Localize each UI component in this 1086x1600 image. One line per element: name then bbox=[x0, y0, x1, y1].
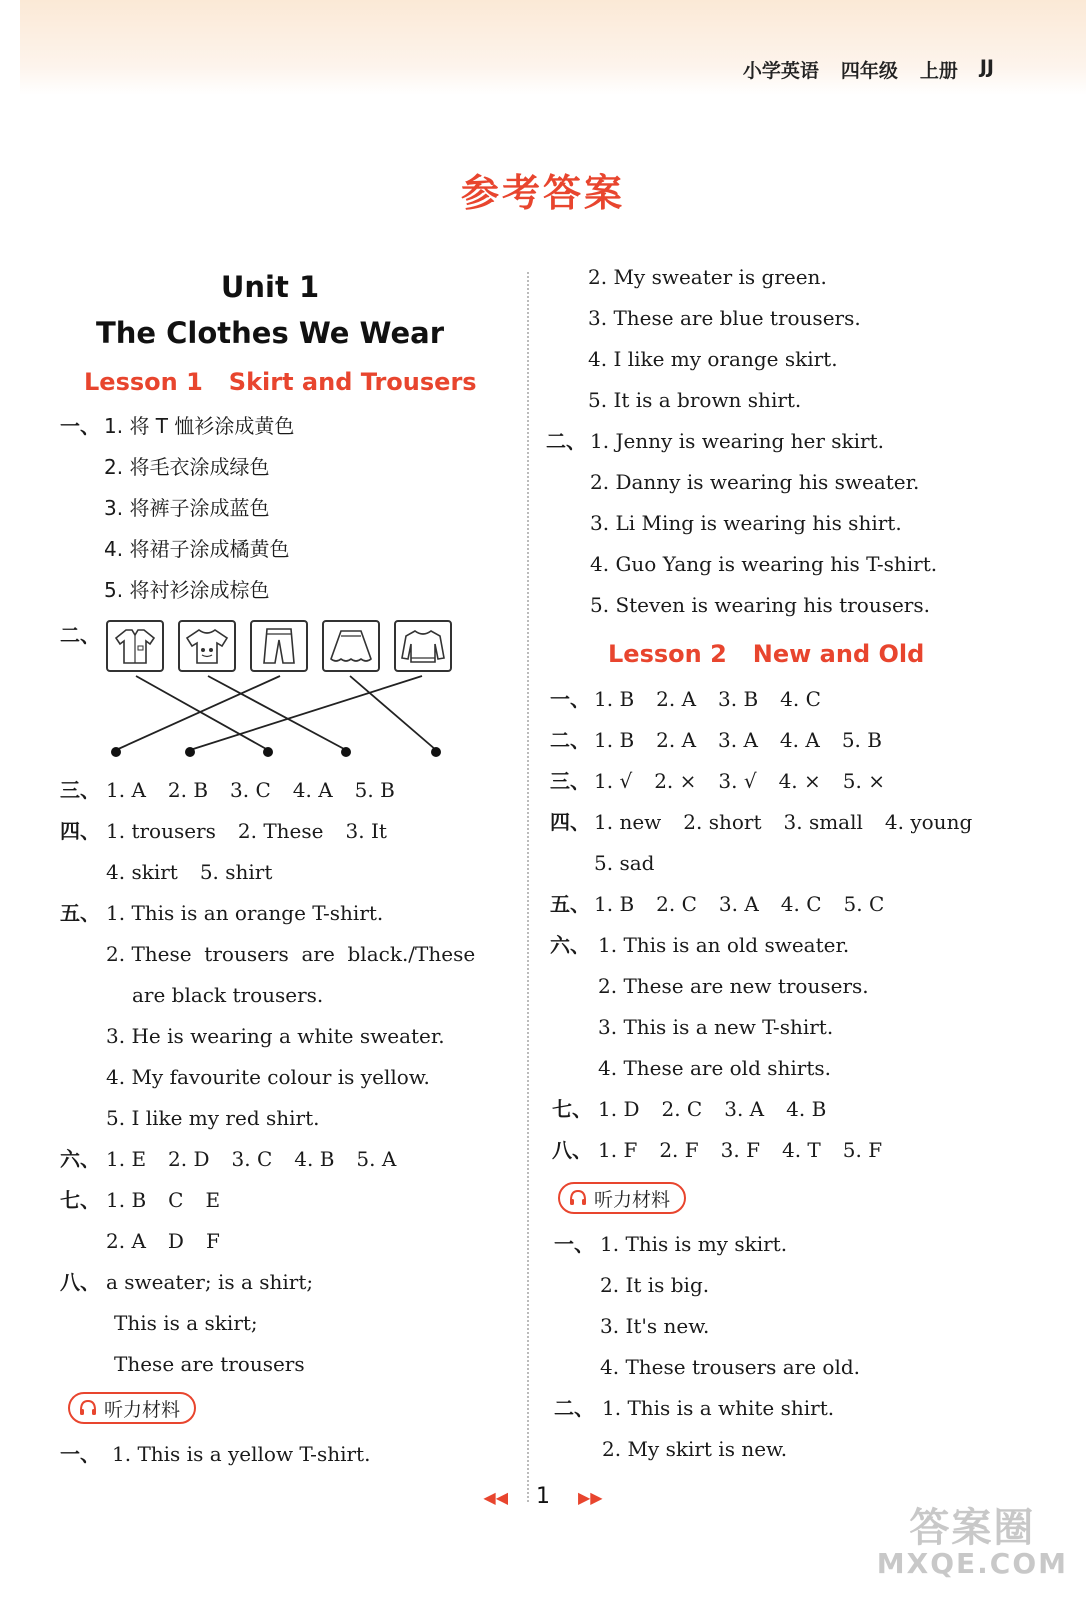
listening-tag-left bbox=[68, 1392, 196, 1424]
section-marker: 五、 bbox=[60, 901, 100, 925]
column-divider bbox=[527, 272, 529, 1502]
listening-tag-label: 听力材料 bbox=[594, 1188, 671, 1211]
answer-row bbox=[106, 777, 395, 803]
answer-item: D bbox=[167, 1229, 184, 1253]
answer-item: 3. F bbox=[720, 1138, 760, 1162]
answer-item: 5. C bbox=[843, 892, 885, 916]
section-marker: 七、 bbox=[552, 1097, 592, 1121]
answer-line: 4. I like my orange skirt. bbox=[588, 347, 838, 371]
answer-line: 4. These trousers are old. bbox=[600, 1355, 861, 1379]
lesson-1-number: Lesson 1 bbox=[84, 368, 203, 396]
section-marker: 三、 bbox=[550, 769, 590, 793]
section-marker: 八、 bbox=[552, 1138, 592, 1162]
answer-item: 1. D bbox=[598, 1097, 640, 1121]
answer-item: 5. shirt bbox=[199, 860, 273, 884]
answer-item: 2. C bbox=[661, 1097, 703, 1121]
answer-row bbox=[106, 1187, 220, 1213]
lesson-2-heading bbox=[608, 640, 924, 668]
answer-line: 1. This is an orange T-shirt. bbox=[106, 901, 384, 925]
answer-item: 1. B bbox=[594, 687, 635, 711]
header-meta bbox=[743, 56, 994, 83]
unit-title: The Clothes We Wear bbox=[95, 316, 445, 350]
answer-item: 3. A bbox=[724, 1097, 765, 1121]
answer-item: 1. F bbox=[598, 1138, 638, 1162]
answer-line: 3. It's new. bbox=[600, 1314, 710, 1338]
answer-line: This is a skirt; bbox=[114, 1311, 258, 1335]
skirt-picture bbox=[322, 620, 380, 672]
answer-row bbox=[598, 1096, 826, 1122]
answer-item: 1. B bbox=[106, 1188, 147, 1212]
answer-item: 4. B bbox=[786, 1097, 827, 1121]
header-volume: 上册 bbox=[919, 60, 958, 82]
section-marker: 五、 bbox=[550, 892, 590, 916]
answer-item: 1. A bbox=[106, 778, 146, 802]
header-subject: 小学英语 bbox=[742, 60, 819, 82]
answer-line: 5. Steven is wearing his trousers. bbox=[590, 593, 930, 617]
answer-item: 5. B bbox=[354, 778, 395, 802]
trousers-icon bbox=[256, 626, 302, 666]
listening-tag-label: 听力材料 bbox=[104, 1398, 181, 1421]
answer-item: 4. B bbox=[294, 1147, 335, 1171]
lesson-2-number: Lesson 2 bbox=[608, 640, 727, 668]
answer-line: 4. My favourite colour is yellow. bbox=[106, 1065, 430, 1089]
answer-item: 2. B bbox=[167, 778, 209, 802]
answer-item: 3. small bbox=[783, 810, 863, 834]
section-marker: 一、 bbox=[60, 414, 100, 438]
answer-row bbox=[594, 727, 882, 753]
section-marker: 二、 bbox=[60, 623, 100, 647]
answer-item: 1. √ bbox=[594, 769, 633, 793]
answer-item: 2. F bbox=[659, 1138, 699, 1162]
tshirt-picture bbox=[178, 620, 236, 672]
answer-item: 3. It bbox=[345, 819, 387, 843]
answer-line: These are trousers bbox=[114, 1352, 305, 1376]
answer-item: 2. × bbox=[654, 769, 697, 793]
watermark-logo-text: 答案圈 bbox=[909, 1505, 1036, 1551]
answer-item: 3. √ bbox=[718, 769, 757, 793]
answer-row bbox=[106, 1228, 220, 1254]
answer-row bbox=[594, 891, 884, 917]
watermark bbox=[876, 1505, 1068, 1580]
answer-line: 4. Guo Yang is wearing his T-shirt. bbox=[590, 552, 938, 576]
answer-line: 1. This is a yellow T-shirt. bbox=[112, 1442, 371, 1466]
answer-line: 2. These are new trousers. bbox=[598, 974, 869, 998]
answer-line: 5. It is a brown shirt. bbox=[588, 388, 802, 412]
answer-line: 1. This is an old sweater. bbox=[598, 933, 850, 957]
unit-number: Unit 1 bbox=[220, 270, 320, 304]
section-marker: 二、 bbox=[554, 1396, 594, 1420]
section-marker: 二、 bbox=[550, 728, 590, 752]
section-marker: 一、 bbox=[554, 1232, 594, 1256]
tshirt-icon bbox=[184, 626, 230, 666]
answer-line: 5. 将衬衫涂成棕色 bbox=[104, 578, 270, 602]
section-marker: 六、 bbox=[60, 1147, 100, 1171]
answer-line: 1. This is my skirt. bbox=[600, 1232, 788, 1256]
answer-item: F bbox=[205, 1229, 220, 1253]
shirt-icon bbox=[112, 626, 158, 666]
answer-item: 3. C bbox=[231, 1147, 273, 1171]
answer-line: 5. sad bbox=[594, 851, 655, 875]
answer-line: 5. I like my red shirt. bbox=[106, 1106, 320, 1130]
clothes-matching-pictures bbox=[106, 620, 452, 672]
answer-item: 2. A bbox=[106, 1229, 146, 1253]
answer-item: 3. A bbox=[718, 728, 758, 752]
answer-row bbox=[598, 1137, 882, 1163]
answer-item: E bbox=[205, 1188, 221, 1212]
sweater-picture bbox=[394, 620, 452, 672]
lesson-2-name: New and Old bbox=[752, 640, 925, 668]
answer-item: 1. B bbox=[594, 728, 635, 752]
answer-line: are black trousers. bbox=[132, 983, 324, 1007]
answer-item: 1. B bbox=[594, 892, 635, 916]
answer-item: 4. × bbox=[778, 769, 821, 793]
answer-line: 1. Jenny is wearing her skirt. bbox=[590, 429, 884, 453]
answer-line: 1. This is a white shirt. bbox=[602, 1396, 835, 1420]
answer-item: 4. skirt bbox=[106, 860, 178, 884]
lesson-1-name: Skirt and Trousers bbox=[228, 368, 477, 396]
answer-item: 3. B bbox=[718, 687, 759, 711]
listening-tag-right bbox=[558, 1182, 686, 1214]
answer-item: 3. A bbox=[718, 892, 759, 916]
answer-item: 4. young bbox=[884, 810, 973, 834]
answer-item: 2. short bbox=[683, 810, 762, 834]
header-edition: JJ bbox=[979, 56, 994, 78]
answer-row bbox=[594, 768, 885, 794]
answer-item: 5. F bbox=[842, 1138, 883, 1162]
answer-item: 2. These bbox=[237, 819, 324, 843]
next-page-icon[interactable]: ▶▶ bbox=[578, 1488, 603, 1507]
answer-item: 4. A bbox=[779, 728, 820, 752]
answer-item: 2. D bbox=[168, 1147, 210, 1171]
matching-lines bbox=[100, 672, 460, 762]
section-marker: 一、 bbox=[60, 1442, 100, 1466]
section-marker: 四、 bbox=[550, 810, 590, 834]
answer-item: 1. trousers bbox=[106, 819, 216, 843]
lesson-1-heading bbox=[84, 368, 477, 396]
answer-item: 2. A bbox=[656, 687, 697, 711]
headphones-icon bbox=[568, 1188, 588, 1208]
answer-item: 1. E bbox=[106, 1147, 147, 1171]
page-number: 1 bbox=[536, 1484, 550, 1509]
answer-line: 3. He is wearing a white sweater. bbox=[106, 1024, 445, 1048]
answer-item: 4. T bbox=[781, 1138, 821, 1162]
answer-item: 5. A bbox=[356, 1147, 397, 1171]
answer-line: 3. 将裤子涂成蓝色 bbox=[104, 496, 270, 520]
answer-item: 1. new bbox=[594, 810, 662, 834]
section-marker: 四、 bbox=[60, 819, 100, 843]
watermark-domain: MXQE.COM bbox=[876, 1547, 1068, 1580]
answer-row bbox=[594, 686, 821, 712]
trousers-picture bbox=[250, 620, 308, 672]
answer-item: 4. A bbox=[292, 778, 333, 802]
answer-row bbox=[106, 818, 387, 844]
sweater-icon bbox=[400, 626, 446, 666]
skirt-icon bbox=[328, 626, 374, 666]
answer-line: 3. These are blue trousers. bbox=[588, 306, 861, 330]
answer-line: 2. These trousers are black./These bbox=[106, 942, 476, 966]
answer-line: 2. Danny is wearing his sweater. bbox=[590, 470, 920, 494]
headphones-icon bbox=[78, 1398, 98, 1418]
section-marker: 一、 bbox=[550, 687, 590, 711]
header-grade: 四年级 bbox=[840, 60, 898, 82]
prev-page-icon[interactable]: ◀◀ bbox=[483, 1488, 508, 1507]
answer-item: 2. A bbox=[656, 728, 697, 752]
answer-line: 2. 将毛衣涂成绿色 bbox=[104, 455, 270, 479]
page-title: 参考答案 bbox=[460, 171, 625, 215]
answer-line: 4. These are old shirts. bbox=[598, 1056, 831, 1080]
answer-line: 2. My sweater is green. bbox=[588, 265, 827, 289]
answer-row bbox=[594, 809, 972, 835]
answer-row bbox=[106, 859, 272, 885]
answer-item: 5. × bbox=[842, 769, 885, 793]
answer-item: 4. C bbox=[780, 687, 821, 711]
answer-item: 4. C bbox=[780, 892, 822, 916]
section-marker: 八、 bbox=[60, 1270, 100, 1294]
answer-item: 5. B bbox=[841, 728, 882, 752]
answer-line: 2. It is big. bbox=[600, 1273, 710, 1297]
section-marker: 七、 bbox=[60, 1188, 100, 1212]
answer-item: 3. C bbox=[230, 778, 271, 802]
answer-line: a sweater; is a shirt; bbox=[106, 1270, 314, 1294]
answer-line: 3. This is a new T-shirt. bbox=[598, 1015, 834, 1039]
answer-line: 4. 将裙子涂成橘黄色 bbox=[104, 537, 290, 561]
answer-row bbox=[106, 1146, 396, 1172]
answer-line: 3. Li Ming is wearing his shirt. bbox=[590, 511, 902, 535]
section-marker: 三、 bbox=[60, 778, 100, 802]
answer-line: 1. 将 T 恤衫涂成黄色 bbox=[104, 414, 295, 438]
section-marker: 六、 bbox=[550, 933, 590, 957]
shirt-picture bbox=[106, 620, 164, 672]
answer-item: 2. C bbox=[656, 892, 697, 916]
answer-item: C bbox=[168, 1188, 184, 1212]
section-marker: 二、 bbox=[546, 429, 586, 453]
answer-line: 2. My skirt is new. bbox=[602, 1437, 788, 1461]
